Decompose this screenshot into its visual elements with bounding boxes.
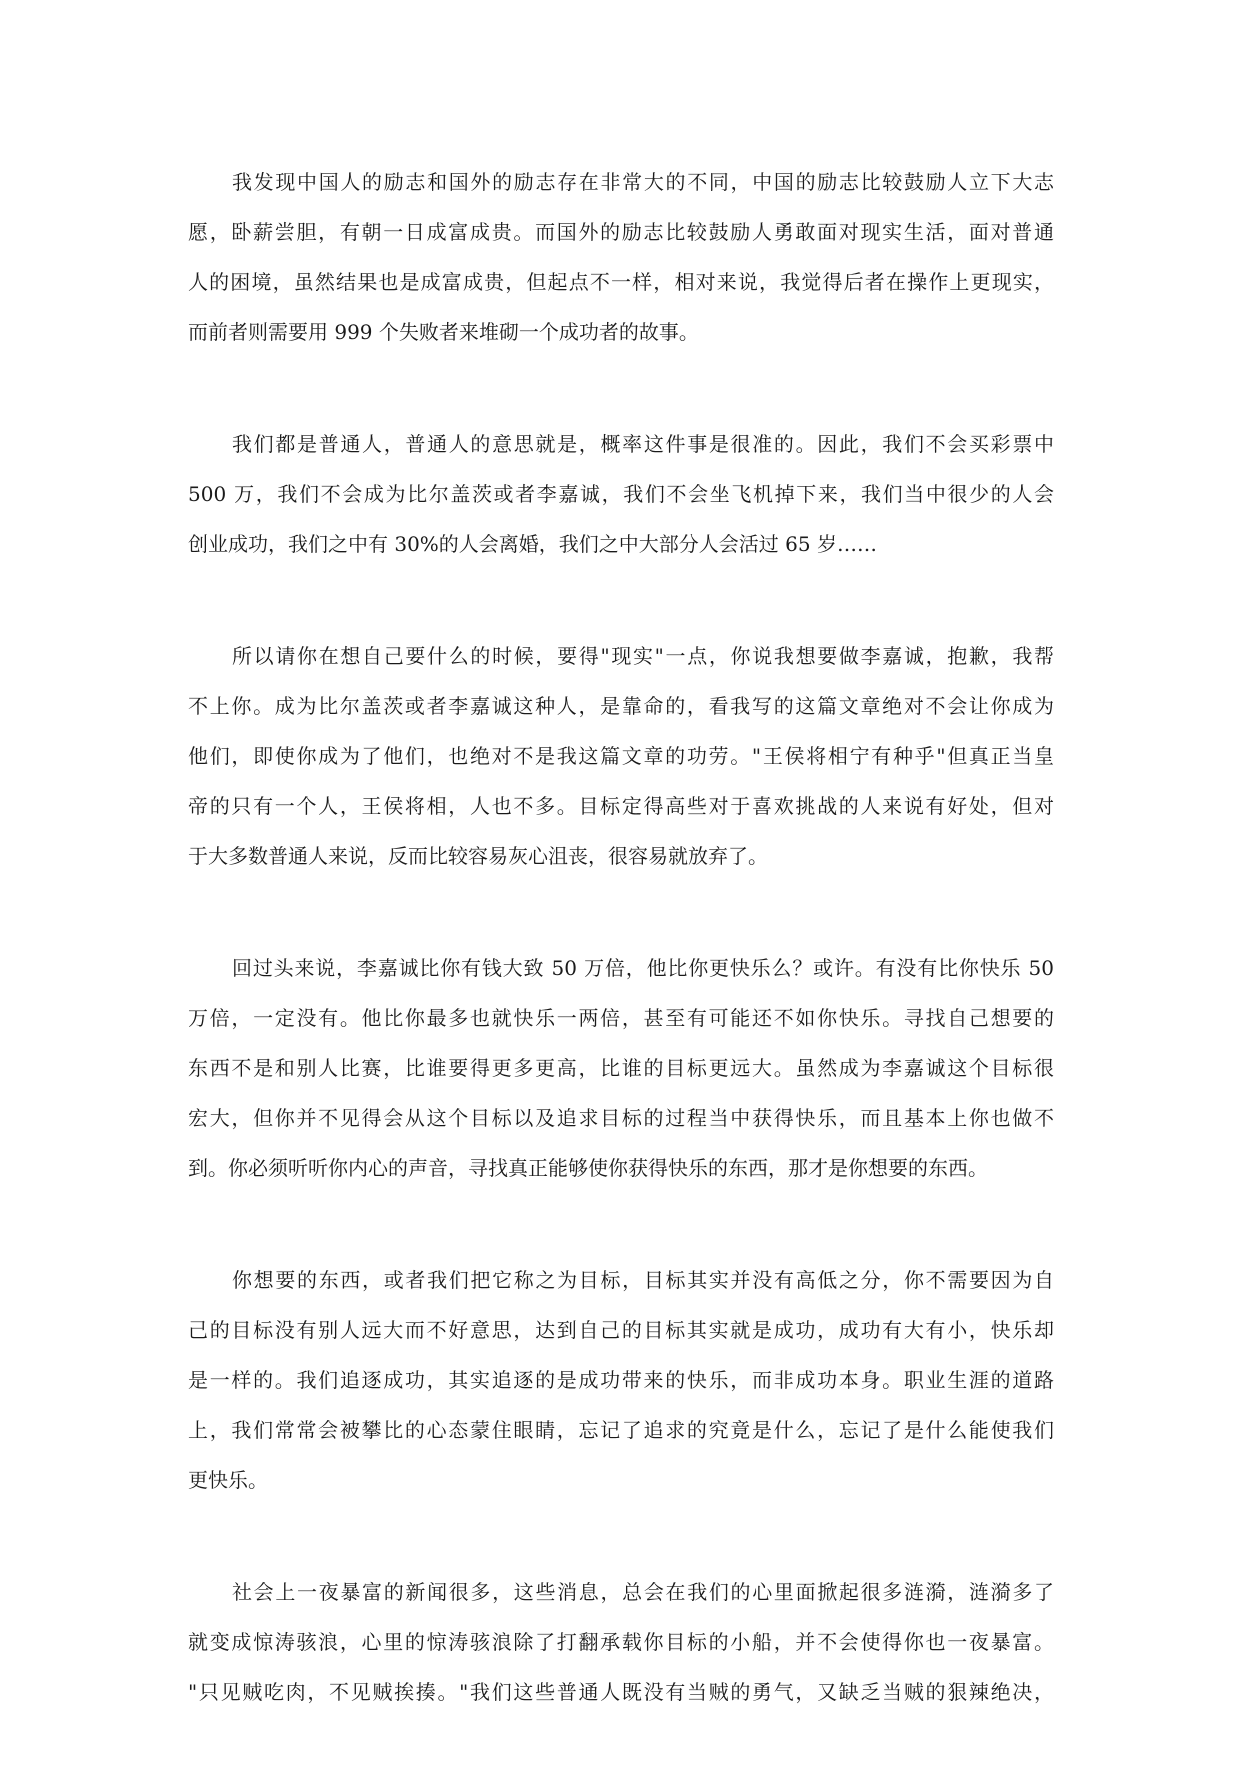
text-line: 愿，卧薪尝胆，有朝一日成富成贵。而国外的励志比较鼓励人勇敢面对现实生活，面对普通 (188, 220, 1054, 244)
text-line: 东西不是和别人比赛，比谁要得更多更高，比谁的目标更远大。虽然成为李嘉诚这个目标很 (188, 1056, 1054, 1080)
text-line: 到。你必须听听你内心的声音，寻找真正能够使你获得快乐的东西，那才是你想要的东西。 (188, 1156, 988, 1180)
text-line: 宏大，但你并不见得会从这个目标以及追求目标的过程当中获得快乐，而且基本上你也做不 (188, 1106, 1054, 1130)
text-line: 己的目标没有别人远大而不好意思，达到自己的目标其实就是成功，成功有大有小，快乐却 (188, 1318, 1054, 1342)
paragraph-2 (188, 419, 1054, 569)
text-line: 人的困境，虽然结果也是成富成贵，但起点不一样，相对来说，我觉得后者在操作上更现实， (188, 270, 1054, 294)
text-line: 而前者则需要用 999 个失败者来堆砌一个成功者的故事。 (188, 320, 699, 344)
text-line: 不上你。成为比尔盖茨或者李嘉诚这种人，是靠命的，看我写的这篇文章绝对不会让你成为 (188, 694, 1054, 718)
paragraph-6 (188, 1567, 1054, 1717)
text-line: 更快乐。 (188, 1468, 268, 1492)
text-line: 帝的只有一个人，王侯将相，人也不多。目标定得高些对于喜欢挑战的人来说有好处，但对 (188, 794, 1054, 818)
text-line: 是一样的。我们追逐成功，其实追逐的是成功带来的快乐，而非成功本身。职业生涯的道路 (188, 1368, 1054, 1392)
text-line: 回过头来说，李嘉诚比你有钱大致 50 万倍，他比你更快乐么？或许。有没有比你快乐 50 (232, 956, 1054, 980)
text-line: 创业成功，我们之中有 30%的人会离婚，我们之中大部分人会活过 65 岁…… (188, 532, 877, 556)
text-line: 所以请你在想自己要什么的时候，要得"现实"一点，你说我想要做李嘉诚，抱歉，我帮 (232, 644, 1054, 668)
text-line: 我发现中国人的励志和国外的励志存在非常大的不同，中国的励志比较鼓励人立下大志 (232, 170, 1054, 194)
text-line: 于大多数普通人来说，反而比较容易灰心沮丧，很容易就放弃了。 (188, 844, 768, 868)
paragraph-4 (188, 943, 1054, 1193)
document-body (188, 157, 1054, 1779)
text-line: 社会上一夜暴富的新闻很多，这些消息，总会在我们的心里面掀起很多涟漪，涟漪多了 (232, 1580, 1054, 1604)
text-line: 500 万，我们不会成为比尔盖茨或者李嘉诚，我们不会坐飞机掉下来，我们当中很少的人会 (188, 482, 1054, 506)
paragraph-5 (188, 1255, 1054, 1505)
text-line: 就变成惊涛骇浪，心里的惊涛骇浪除了打翻承载你目标的小船，并不会使得你也一夜暴富。 (188, 1630, 1054, 1654)
paragraph-3 (188, 631, 1054, 881)
text-line: 你想要的东西，或者我们把它称之为目标，目标其实并没有高低之分，你不需要因为自 (232, 1268, 1054, 1292)
text-line: "只见贼吃肉，不见贼挨揍。"我们这些普通人既没有当贼的勇气，又缺乏当贼的狠辣绝决， (188, 1680, 1054, 1704)
text-line: 我们都是普通人，普通人的意思就是，概率这件事是很准的。因此，我们不会买彩票中 (232, 432, 1054, 456)
text-line: 他们，即使你成为了他们，也绝对不是我这篇文章的功劳。"王侯将相宁有种乎"但真正当皇 (188, 744, 1054, 768)
text-line: 上，我们常常会被攀比的心态蒙住眼睛，忘记了追求的究竟是什么，忘记了是什么能使我们 (188, 1418, 1054, 1442)
text-line: 万倍，一定没有。他比你最多也就快乐一两倍，甚至有可能还不如你快乐。寻找自己想要的 (188, 1006, 1054, 1030)
paragraph-1 (188, 157, 1054, 357)
